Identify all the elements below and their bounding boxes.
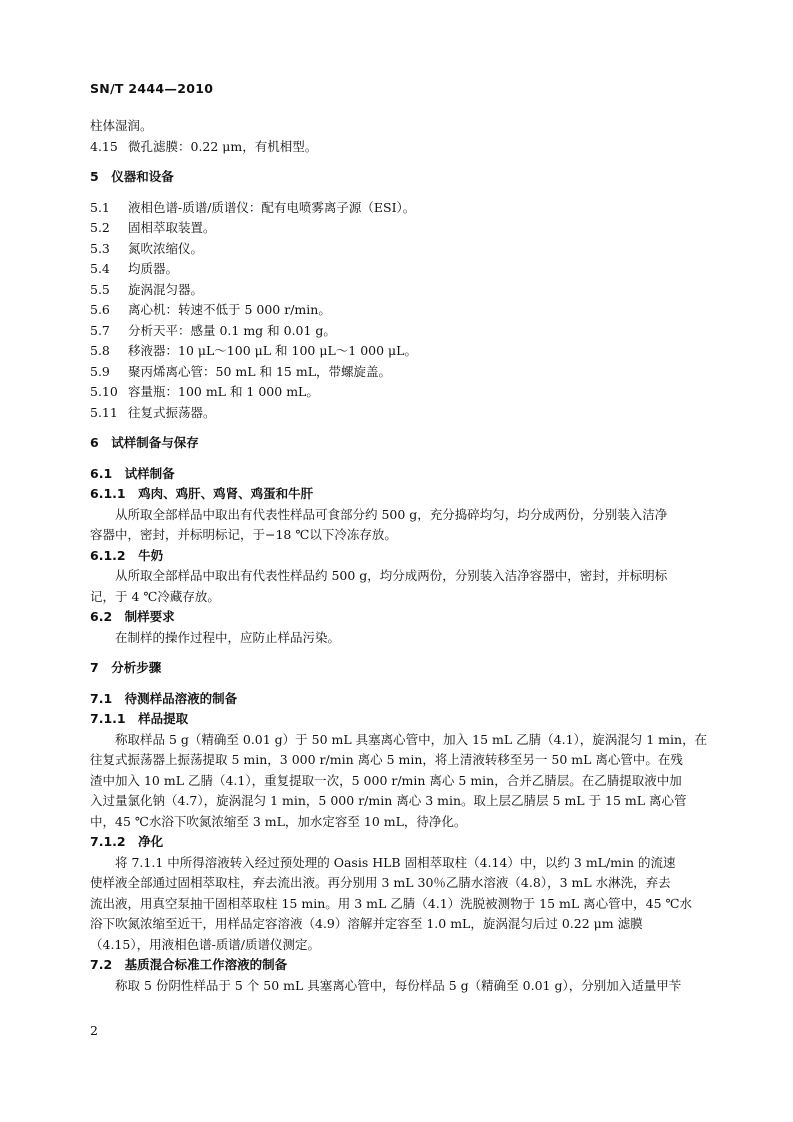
- section-7-1-1-title: 7.1.1 样品提取: [90, 711, 189, 726]
- section-6-1-1-title: 6.1.1 鸡肉、鸡肝、鸡肾、鸡蛋和牛肝: [90, 486, 314, 501]
- paragraph-line: 在制样的操作过程中，应防止样品污染。: [115, 629, 341, 645]
- item-text: 均质器。: [128, 261, 179, 276]
- item-number: 5.3: [90, 240, 110, 256]
- item-text: 氮吹浓缩仪。: [128, 240, 204, 256]
- list-item: [90, 321, 702, 342]
- paragraph-line: 容器中，密封，并标明标记，于−18 ℃以下冷冻存放。: [90, 527, 397, 542]
- item-text: 往复式振荡器。: [128, 404, 216, 420]
- item-number: 5.11: [90, 404, 118, 420]
- paragraph-7-1-2: [90, 853, 702, 956]
- list-item: [90, 259, 702, 280]
- item-text: 微孔滤膜：0.22 μm，有机相型。: [128, 138, 318, 154]
- paragraph-line: 浴下吹氮浓缩至近干，用样品定容溶液（4.9）溶解并定容至 1.0 mL，旋涡混匀后过 0.22 μm 滤膜: [90, 916, 643, 931]
- list-item: [90, 300, 702, 321]
- list-item: [90, 341, 702, 362]
- paragraph-line: 从所取全部样品中取出有代表性样品约 500 g，均分成两份，分别装入洁净容器中，密封，并标明标: [115, 568, 668, 583]
- item-text: 聚丙烯离心管：50 mL 和 15 mL，带螺旋盖。: [128, 363, 392, 379]
- section-7-1-2-title: 7.1.2 净化: [90, 834, 164, 849]
- list-item: [90, 198, 702, 219]
- item-text: 液相色谱-质谱/质谱仪：配有电喷雾离子源（ESI）。: [128, 199, 416, 215]
- item-text: 分析天平：感量 0.1 mg 和 0.01 g。: [128, 322, 336, 338]
- item-number: 5.1: [90, 199, 110, 215]
- paragraph-line: 使样液全部通过固相萃取柱，弃去流出液。再分别用 3 mL 30％乙腈水溶液（4.8），3 mL 水淋洗，弃去: [90, 875, 671, 890]
- item-text: 移液器：10 μL～100 μL 和 100 μL～1 000 μL。: [128, 343, 417, 358]
- document-body: [90, 116, 708, 996]
- item-4-15: [90, 137, 702, 158]
- item-number: 5.5: [90, 281, 110, 297]
- item-number: 5.9: [90, 363, 110, 379]
- section-7-title: 7 分析步骤: [90, 660, 162, 675]
- paragraph-6-1-2: [90, 566, 702, 607]
- section-6-2-title: 6.2 制样要求: [90, 609, 175, 624]
- list-item: [90, 403, 702, 424]
- paragraph-line: 从所取全部样品中取出有代表性样品可食部分约 500 g，充分捣碎均匀，均分成两份，分别装入洁净: [115, 506, 668, 522]
- paragraph-7-2: [90, 976, 702, 997]
- item-number: 5.2: [90, 220, 110, 235]
- section-5-title: 5 仪器和设备: [90, 169, 174, 184]
- paragraph-line: 称取样品 5 g（精确至 0.01 g）于 50 mL 具塞离心管中，加入 15 mL 乙腈（4.1），旋涡混匀 1 min，在: [115, 731, 708, 747]
- section-7-1-title: 7.1 待测样品溶液的制备: [90, 690, 238, 706]
- section-7-2-title: 7.2 基质混合标准工作溶液的制备: [90, 957, 288, 972]
- paragraph-line: 流出液，用真空泵抽干固相萃取柱 15 min。用 3 mL 乙腈（4.1）洗脱被测物于 15 mL 离心管中，45 ℃水: [90, 895, 693, 911]
- paragraph-line: 渣中加入 10 mL 乙腈（4.1），重复提取一次，5 000 r/min 离心 5 min，合并乙腈层。在乙腈提取液中加: [90, 772, 682, 788]
- list-item: [90, 382, 702, 403]
- standard-code: SN/T 2444—2010: [90, 81, 214, 96]
- item-text: 旋涡混匀器。: [128, 281, 204, 297]
- paragraph-line: 称取 5 份阴性样品于 5 个 50 mL 具塞离心管中，每份样品 5 g（精确至 0.01 g），分别加入适量甲苄: [115, 977, 682, 993]
- paragraph-line: 入过量氯化钠（4.7），旋涡混匀 1 min，5 000 r/min 离心 3 min。取上层乙腈层 5 mL 于 15 mL 离心管: [90, 793, 687, 808]
- item-text: 容量瓶：100 mL 和 1 000 mL。: [128, 384, 319, 399]
- item-text: 固相萃取装置。: [128, 220, 216, 235]
- list-item: [90, 218, 702, 239]
- list-item: [90, 280, 702, 301]
- item-number: 5.6: [90, 302, 110, 317]
- page-number: 2: [90, 1023, 98, 1038]
- item-number: 5.4: [90, 261, 110, 276]
- section-6-1-2-title: 6.1.2 牛奶: [90, 547, 164, 563]
- continued-text: 柱体湿润。: [90, 118, 153, 133]
- paragraph-6-1-1: [90, 505, 702, 546]
- item-number: 5.10: [90, 384, 118, 399]
- item-number: 5.8: [90, 343, 110, 358]
- list-item: [90, 362, 702, 383]
- list-item: [90, 239, 702, 260]
- section-6-title: 6 试样制备与保存: [90, 435, 199, 450]
- paragraph-6-2: [90, 628, 702, 649]
- item-number: 4.15: [90, 138, 118, 154]
- paragraph-line: （4.15），用液相色谱-质谱/质谱仪测定。: [90, 936, 321, 952]
- section-6-1-title: 6.1 试样制备: [90, 465, 175, 481]
- section-5-list: [90, 198, 702, 424]
- item-text: 离心机：转速不低于 5 000 r/min。: [128, 302, 331, 317]
- paragraph-7-1-1: [90, 730, 708, 833]
- item-number: 5.7: [90, 322, 110, 338]
- paragraph-line: 往复式振荡器上振荡提取 5 min，3 000 r/min 离心 5 min，将上清液转移至另一 50 mL 离心管中。在残: [90, 752, 683, 767]
- paragraph-line: 中，45 ℃水浴下吹氮浓缩至 3 mL，加水定容至 10 mL，待净化。: [90, 813, 467, 829]
- paragraph-line: 将 7.1.1 中所得溶液转入经过预处理的 Oasis HLB 固相萃取柱（4.14）中，以约 3 mL/min 的流速: [115, 854, 676, 870]
- paragraph-line: 记，于 4 ℃冷藏存放。: [90, 588, 220, 604]
